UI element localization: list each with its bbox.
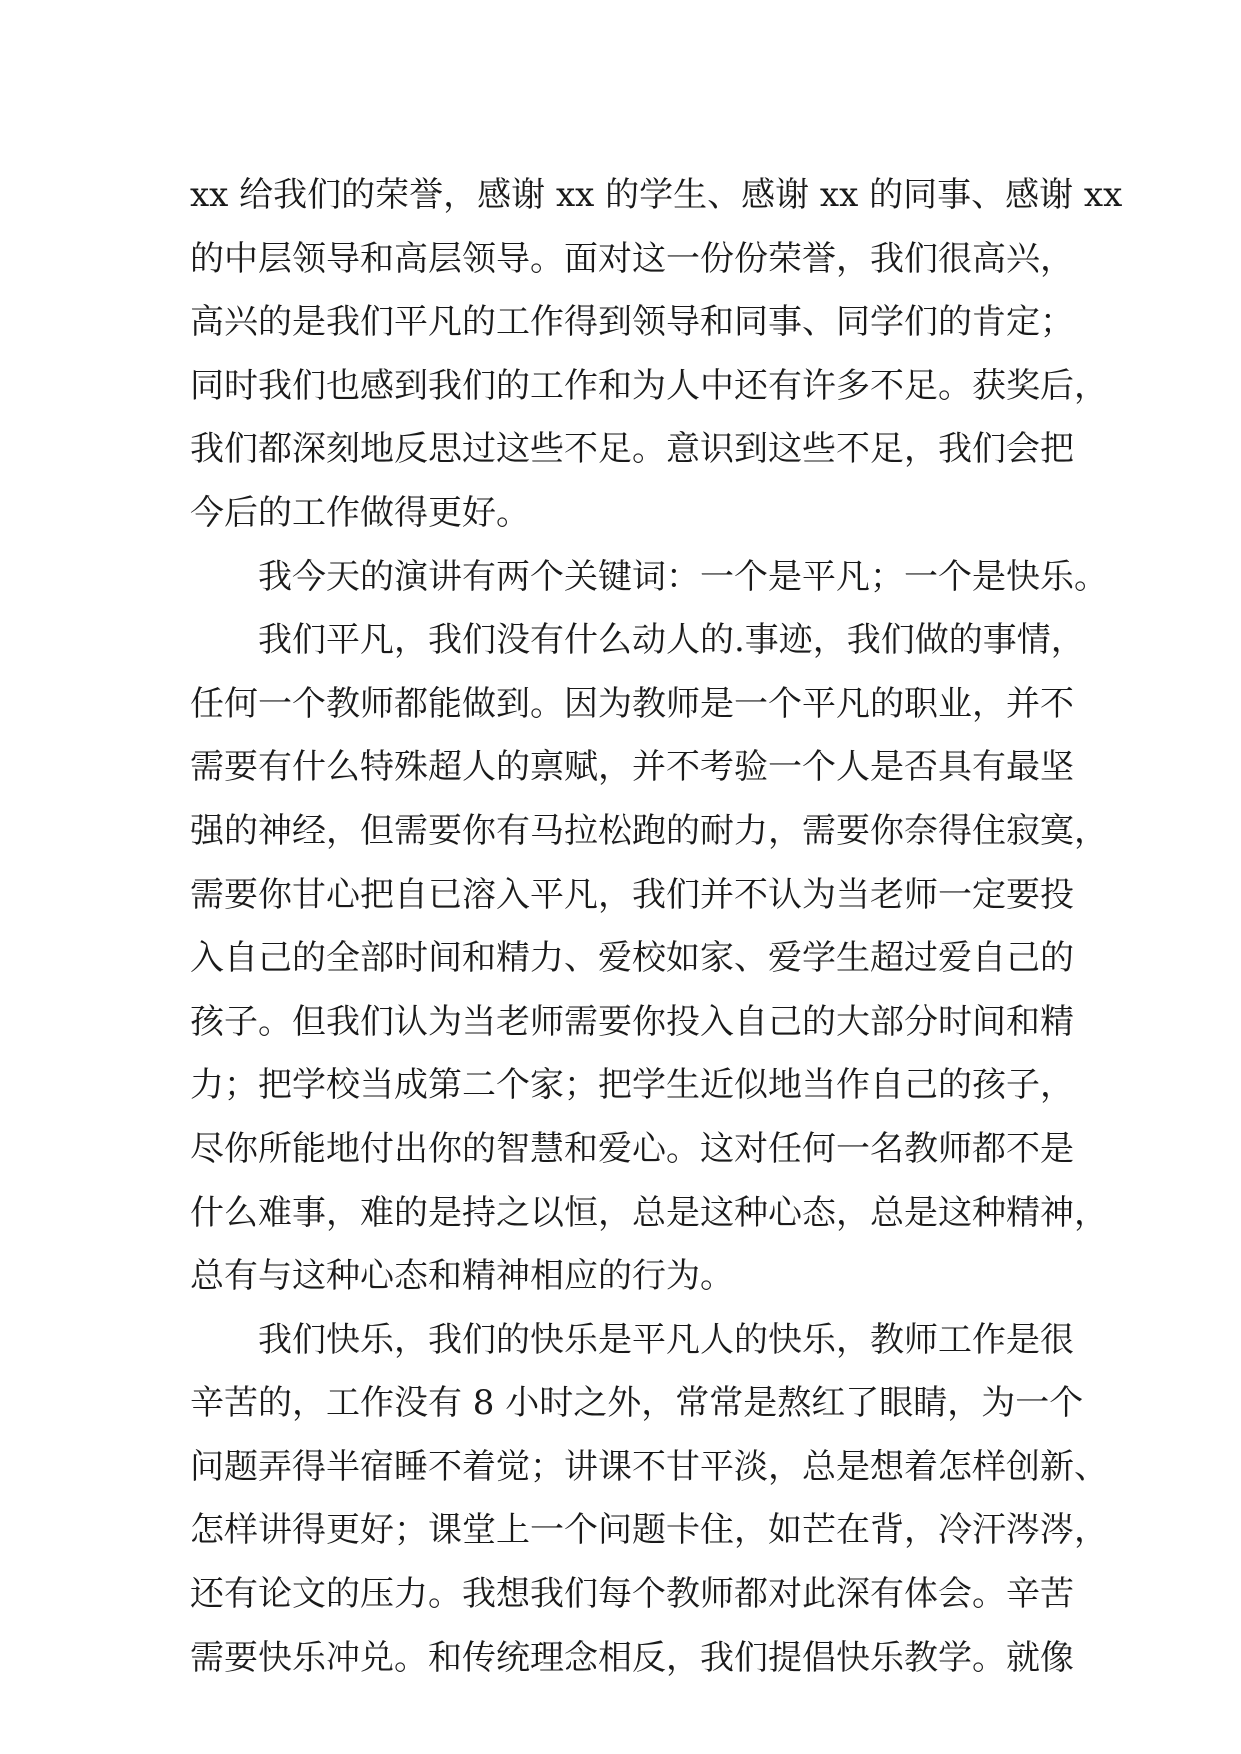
text-line: 尽你所能地付出你的智慧和爱心。这对任何一名教师都不是 [190,1128,1074,1169]
text-line: 还有论文的压力。我想我们每个教师都对此深有体会。辛苦 [190,1574,1074,1615]
text-line: 我们都深刻地反思过这些不足。意识到这些不足，我们会把 [190,429,1074,470]
text-line: 问题弄得半宿睡不着觉；讲课不甘平淡，总是想着怎样创新、 [190,1446,1108,1487]
text-line: 我今天的演讲有两个关键词：一个是平凡；一个是快乐。 [258,556,1108,597]
text-line: 孩子。但我们认为当老师需要你投入自己的大部分时间和精 [190,1001,1074,1042]
text-line: 同时我们也感到我们的工作和为人中还有许多不足。获奖后， [190,365,1108,406]
text-line: 需要快乐冲兑。和传统理念相反，我们提倡快乐教学。就像 [190,1637,1074,1678]
text-line: 强的神经，但需要你有马拉松跑的耐力，需要你奈得住寂寞， [190,810,1108,851]
text-line: 我们平凡，我们没有什么动人的.事迹，我们做的事情， [258,620,1085,661]
text-line: 怎样讲得更好；课堂上一个问题卡住，如芒在背，冷汗涔涔， [190,1510,1108,1551]
text-line: 什么难事，难的是持之以恒，总是这种心态，总是这种精神， [190,1192,1108,1233]
text-line: 高兴的是我们平凡的工作得到领导和同事、同学们的肯定； [190,302,1074,343]
body-text [190,164,1123,1690]
text-line: 总有与这种心态和精神相应的行为。 [190,1256,734,1297]
text-line: 任何一个教师都能做到。因为教师是一个平凡的职业，并不 [190,683,1074,724]
text-line: 力；把学校当成第二个家；把学生近似地当作自己的孩子， [190,1065,1074,1106]
text-line: xx 给我们的荣誉，感谢 xx 的学生、感谢 xx 的同事、感谢 xx [190,175,1123,215]
text-line: 今后的工作做得更好。 [190,492,530,533]
text-line: 的中层领导和高层领导。面对这一份份荣誉，我们很高兴， [190,238,1074,279]
text-line: 我们快乐，我们的快乐是平凡人的快乐，教师工作是很 [258,1319,1074,1360]
text-line: 辛苦的，工作没有 8 小时之外，常常是熬红了眼睛，为一个 [190,1383,1084,1424]
text-line: 需要你甘心把自已溶入平凡，我们并不认为当老师一定要投 [190,874,1074,915]
text-line: 入自己的全部时间和精力、爱校如家、爱学生超过爱自己的 [190,938,1074,979]
text-line: 需要有什么特殊超人的禀赋，并不考验一个人是否具有最坚 [190,747,1074,788]
